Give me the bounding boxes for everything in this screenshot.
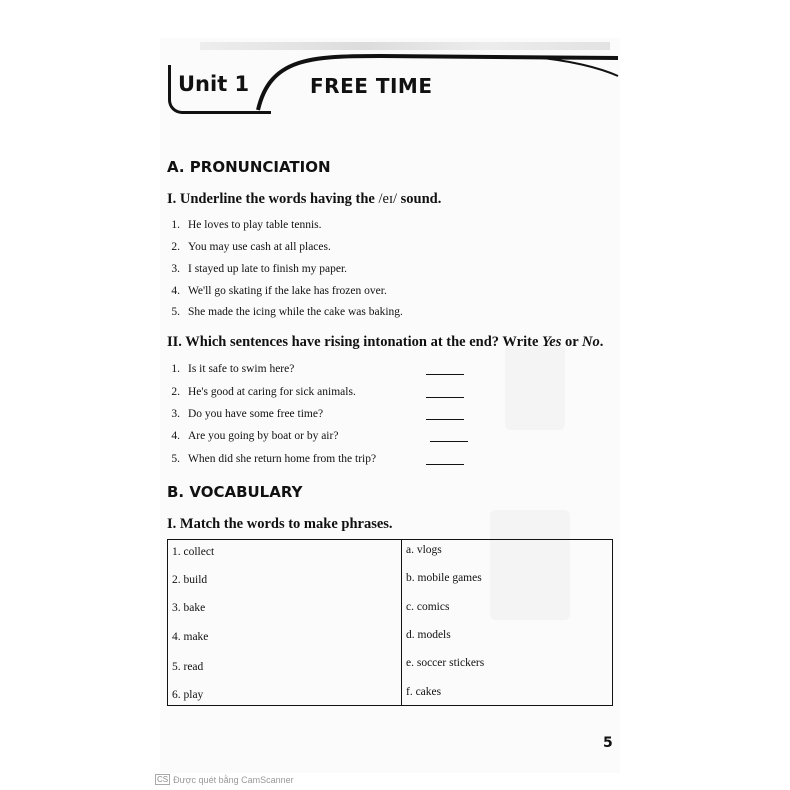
camscanner-text: Được quét bằng CamScanner	[173, 774, 294, 785]
faint-bleedthrough	[505, 345, 565, 430]
camscanner-icon: CS	[157, 775, 169, 784]
answer-blank-3[interactable]	[426, 419, 464, 420]
match-left-item: 3. bake	[172, 602, 206, 614]
intonation-item: 3. Do you have some free time?	[171, 408, 324, 420]
answer-blank-4[interactable]	[430, 441, 468, 442]
match-left-item: 6. play	[172, 689, 204, 701]
match-right-item: c. comics	[406, 601, 450, 613]
pronunciation-item: 5. She made the icing while the cake was baking.	[171, 306, 403, 318]
intonation-item: 4. Are you going by boat or by air?	[171, 430, 339, 442]
match-right-item: e. soccer stickers	[406, 657, 485, 669]
intonation-item: 1. Is it safe to swim here?	[171, 363, 295, 375]
intonation-item: 2. He's good at caring for sick animals.	[171, 386, 356, 398]
match-right-item: a. vlogs	[406, 544, 442, 556]
match-right-item: f. cakes	[406, 686, 442, 698]
answer-blank-5[interactable]	[426, 464, 464, 465]
pronunciation-item: 4. We'll go skating if the lake has frozen over.	[171, 285, 387, 297]
page-number: 5	[603, 735, 613, 751]
pronunciation-q2-heading: II. Which sentences have rising intonation at the end? Write Yes or No.	[167, 334, 604, 350]
vocabulary-q1-heading: I. Match the words to make phrases.	[167, 516, 393, 532]
match-left-item: 4. make	[172, 631, 209, 643]
header-swoosh	[250, 48, 620, 118]
match-right-item: b. mobile games	[406, 572, 482, 584]
matching-left-column	[168, 540, 401, 705]
match-left-item: 2. build	[172, 574, 208, 586]
matching-right-column	[402, 540, 612, 705]
unit-title: FREE TIME	[310, 74, 433, 98]
answer-blank-1[interactable]	[426, 374, 464, 375]
unit-label: Unit 1	[178, 72, 250, 96]
pronunciation-item: 3. I stayed up late to finish my paper.	[171, 263, 348, 275]
intonation-item: 5. When did she return home from the trip?	[171, 453, 377, 465]
match-right-item: d. models	[406, 629, 451, 641]
match-left-item: 5. read	[172, 661, 204, 673]
section-vocabulary-title: B. VOCABULARY	[167, 483, 303, 501]
matching-table	[167, 539, 613, 706]
pronunciation-item: 1. He loves to play table tennis.	[171, 219, 322, 231]
match-left-item: 1. collect	[172, 546, 215, 558]
camscanner-watermark	[155, 774, 294, 785]
pronunciation-q1-heading: I. Underline the words having the /eɪ/ sound.	[167, 191, 442, 207]
section-pronunciation-title: A. PRONUNCIATION	[167, 158, 331, 176]
pronunciation-item: 2. You may use cash at all places.	[171, 241, 331, 253]
answer-blank-2[interactable]	[426, 397, 464, 398]
